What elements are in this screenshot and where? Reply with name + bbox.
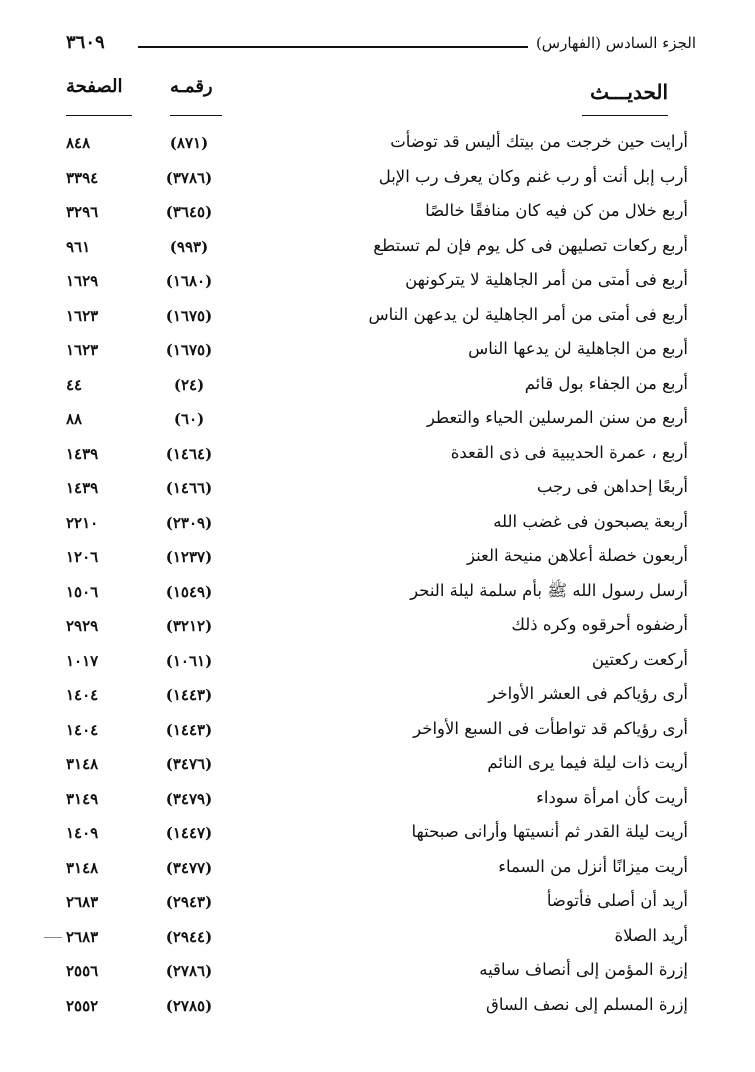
hadith-text: إزرة المسلم إلى نصف الساق	[486, 994, 688, 1014]
hadith-text: أركعت ركعتين	[591, 649, 688, 669]
hadith-text: أربع فى أمتى من أمر الجاهلية لا يتركونهن	[405, 270, 688, 289]
index-row	[66, 956, 688, 991]
index-row	[66, 439, 688, 474]
running-header	[66, 34, 696, 60]
hadith-number: (٢٤)	[173, 375, 205, 394]
hadith-number: (١٤٦٦)	[165, 479, 213, 497]
page-number: ٣٦٠٩	[66, 32, 105, 53]
hadith-number: (٣٤٧٧)	[165, 858, 213, 877]
index-row	[66, 922, 688, 957]
hadith-number: (١٦٧٥)	[165, 306, 213, 325]
page-ref: ١٦٢٩	[66, 272, 99, 290]
hadith-number: (١٠٦١)	[165, 651, 213, 670]
hadith-text: أربع من الجفاء بول قائم	[524, 373, 688, 393]
index-row	[66, 128, 688, 163]
page-ref: ٣١٤٨	[66, 755, 99, 773]
hadith-column-heading: الحديـــث	[590, 80, 668, 104]
hadith-text: أربع ركعات تصليهن فى كل يوم فإن لم تستطع	[373, 235, 688, 255]
index-row	[66, 335, 688, 370]
page-ref: ٩٦١	[66, 237, 91, 256]
page-ref: ١٤٣٩	[66, 479, 99, 497]
hadith-text: أرسل رسول الله ﷺ بأم سلمة ليلة النحر	[410, 580, 688, 600]
hadith-number: (١٢٣٧)	[165, 548, 213, 566]
page-ref: ٣٣٩٤	[66, 168, 99, 187]
index-row	[66, 301, 688, 336]
index-row	[66, 749, 688, 784]
hadith-text: أريت ميزانًا أنزل من السماء	[498, 856, 688, 876]
hadith-text: أربعون خصلة أعلاهن منيحة العنز	[466, 546, 688, 565]
hadith-text: أربع من الجاهلية لن يدعها الناس	[468, 339, 688, 358]
hadith-number: (١٤٤٣)	[165, 686, 213, 704]
hadith-text: أرى رؤياكم قد تواطأت فى السبع الأواخر	[413, 718, 688, 738]
index-row	[66, 232, 688, 267]
page-heading-underline	[66, 115, 132, 116]
page-ref: ١٥٠٦	[66, 582, 99, 601]
index-row	[66, 784, 688, 819]
hadith-number: (١٤٦٤)	[165, 444, 213, 463]
hadith-text: أربع ، عمرة الحديبية فى ذى القعدة	[450, 442, 688, 462]
hadith-number: (٦٠)	[173, 410, 205, 428]
page-ref: ٤٤	[66, 375, 83, 394]
hadith-number: (١٦٧٥)	[165, 341, 213, 359]
header-rule	[138, 46, 528, 48]
hadith-text: أرب إبل أنت أو رب غنم وكان يعرف رب الإبل	[378, 166, 688, 186]
hadith-number: (٣٤٧٦)	[165, 755, 213, 773]
hadith-number: (١٤٤٣)	[165, 720, 213, 739]
page-ref: ١٠١٧	[66, 651, 99, 670]
index-row	[66, 611, 688, 646]
hadith-text: إزرة المؤمن إلى أنصاف ساقيه	[479, 960, 688, 979]
hadith-index-list	[66, 128, 688, 1025]
hadith-text: أريت ذات ليلة فيما يرى النائم	[487, 753, 688, 772]
page-ref: ١٤٠٤	[66, 720, 99, 739]
number-heading-underline	[170, 115, 222, 116]
hadith-number: (٣٢١٢)	[165, 617, 213, 635]
index-row	[66, 646, 688, 681]
stray-mark	[44, 937, 62, 938]
running-title: الجزء السادس (الفهارس)	[535, 34, 696, 52]
hadith-number: (٢٧٨٦)	[165, 962, 213, 980]
index-row	[66, 818, 688, 853]
page-ref: ٢٩٢٩	[66, 617, 99, 635]
hadith-number: (١٤٤٧)	[165, 824, 213, 842]
index-row	[66, 508, 688, 543]
page-column-heading: الصفحة	[66, 76, 123, 97]
hadith-number: (٢٣٠٩)	[165, 513, 213, 532]
hadith-text: أربعًا إحداهن فى رجب	[536, 477, 688, 496]
page-ref: ٢٢١٠	[66, 513, 99, 532]
index-row	[66, 404, 688, 439]
page-ref: ٣١٤٩	[66, 789, 99, 808]
index-row	[66, 577, 688, 612]
hadith-text: أريد الصلاة	[614, 925, 688, 945]
index-row	[66, 197, 688, 232]
hadith-text: أريت ليلة القدر ثم أنسيتها وأرانى صبحتها	[411, 822, 688, 841]
hadith-number: (٢٩٤٤)	[165, 927, 213, 946]
index-row	[66, 542, 688, 577]
page-ref: ١٢٠٦	[66, 548, 99, 566]
hadith-text: أريد أن أصلى فأتوضأ	[546, 891, 688, 910]
page-ref: ٢٥٥٢	[66, 996, 99, 1015]
page-ref: ١٦٢٣	[66, 306, 99, 325]
hadith-text: أريت كأن امرأة سوداء	[536, 787, 688, 807]
number-column-heading: رقمـه	[170, 76, 213, 97]
index-row	[66, 680, 688, 715]
index-row	[66, 991, 688, 1026]
page-ref: ١٤٠٤	[66, 686, 99, 704]
page-ref: ١٤٣٩	[66, 444, 99, 463]
index-row	[66, 370, 688, 405]
index-row	[66, 853, 688, 888]
page-ref: ٢٥٥٦	[66, 962, 99, 980]
hadith-number: (١٥٤٩)	[165, 582, 213, 601]
hadith-number: (١٦٨٠)	[165, 272, 213, 290]
page-ref: ٨٨	[66, 410, 83, 428]
hadith-number: (٩٩٣)	[169, 237, 209, 256]
page-ref: ٣٢٩٦	[66, 203, 99, 221]
hadith-number: (٨٧١)	[169, 134, 209, 152]
hadith-text: أرضفوه أحرقوه وكره ذلك	[511, 615, 688, 634]
hadith-number: (٣٤٧٩)	[165, 789, 213, 808]
page-ref: ٨٤٨	[66, 134, 91, 152]
page-ref: ٢٦٨٣	[66, 893, 99, 911]
page-ref: ٢٦٨٣	[66, 927, 99, 946]
hadith-text: أرايت حين خرجت من بيتك أليس قد توضأت	[390, 132, 688, 151]
hadith-number: (٣٧٨٦)	[165, 168, 213, 187]
page-ref: ١٤٠٩	[66, 824, 99, 842]
index-row	[66, 473, 688, 508]
hadith-heading-underline	[582, 115, 668, 116]
page-ref: ٣١٤٨	[66, 858, 99, 877]
hadith-number: (٣٦٤٥)	[165, 203, 213, 221]
hadith-number: (٢٧٨٥)	[165, 996, 213, 1015]
column-headings	[66, 76, 678, 110]
index-row	[66, 163, 688, 198]
hadith-text: أربع من سنن المرسلين الحياء والتعطر	[426, 408, 688, 427]
hadith-text: أربعة يصبحون فى غضب الله	[493, 511, 688, 531]
hadith-text: أربع فى أمتى من أمر الجاهلية لن يدعهن الناس	[368, 304, 688, 324]
index-row	[66, 266, 688, 301]
hadith-number: (٢٩٤٣)	[165, 893, 213, 911]
page-ref: ١٦٢٣	[66, 341, 99, 359]
index-row	[66, 715, 688, 750]
hadith-text: أربع خلال من كن فيه كان منافقًا خالصًا	[425, 201, 688, 220]
index-row	[66, 887, 688, 922]
hadith-text: أرى رؤياكم فى العشر الأواخر	[488, 684, 688, 703]
